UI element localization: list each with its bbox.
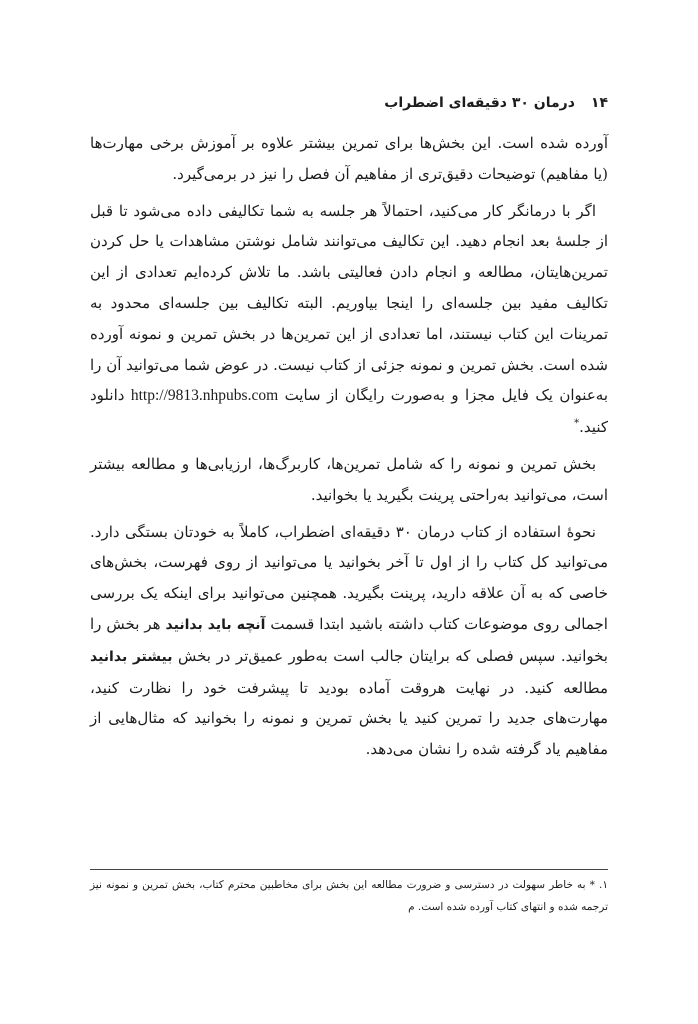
page-number: ۱۴ [590,95,608,111]
paragraph-4-text-1: نحوهٔ استفاده از کتاب درمان ۳۰ دقیقه‌ای اضطراب، کاملاً به خودتان بستگی دارد. می‌توانید کل کتاب را از اول تا آخر بخوانید یا می‌توانید از روی فهرست، بخش‌های خاصی که به آن علاقه دارید، پرینت بگیرید. همچنین می‌توانید برای اینکه یک بررسی اجمالی روی موضوعات کتاب داشته باشید ابتدا قسمت [90,522,609,633]
paragraph-2-ending: دانلود کنید. [90,386,608,437]
paragraph-4-text-2: هر بخش را بخوانید. سپس فصلی که برایتان جالب است به‌طور عمیق‌تر در بخش [90,614,608,665]
footnote-text: ۱. * به خاطر سهولت در دسترسی و ضرورت مطالعه این بخش برای مخاطبین محترم کتاب، بخش تمرین و نمونه نیز ترجمه شده و انتهای کتاب آورده شده است. م [90,879,608,913]
paragraph-4 [90,517,608,765]
paragraph-3: بخش تمرین و نمونه را که شامل تمرین‌ها، کاربرگ‌ها، ارزیابی‌ها و مطالعه بیشتر است، می‌توانید به‌راحتی پرینت بگیرید یا بخوانید. [90,454,608,504]
paragraph-1: آورده شده است. این بخش‌ها برای تمرین بیشتر علاوه بر آموزش برخی مهارت‌ها (یا مفاهیم) توضیحات دقیق‌تری از مفاهیم آن فصل را نیز در برمی‌گیرد. [90,134,608,183]
paragraph-2 [90,196,608,443]
website-url: http://9813.nhpubs.com [130,387,279,405]
footnote-marker: * [574,418,580,430]
paragraph-4-text-3: مطالعه کنید. در نهایت هروقت آماده بودید تا پیشرفت خود را نظارت کنید، مهارت‌های جدید را تمرین کنید یا بخش تمرین و نمونه را بخوانید که مثال‌هایی از مفاهیم یاد گرفته شده را نشان می‌دهد. [90,678,608,759]
page-header [90,88,608,118]
what-you-should-know-term: آنچه باید بدانید [165,616,266,633]
footnote [90,874,608,918]
learn-more-term: بیشتر بدانید [90,648,173,665]
footnote-divider [90,869,608,870]
running-title: درمان ۳۰ دقیقه‌ای اضطراب [384,95,575,111]
paragraph-2-text: اگر با درمانگر کار می‌کنید، احتمالاً هر جلسه به شما تکالیفی داده می‌شود تا قبل از جلسهٔ بعد انجام دهید. این تکالیف می‌توانند شامل نوشتن مشاهدات یا حل کردن تمرین‌هایتان، مطالعه و انجام دادن فعالیتی باشد. ما تلاش کرده‌ایم تعدادی از این تکالیف مفید بین جلسه‌ای را اینجا بیاوریم. البته تکالیف بین جلسه‌ای محدود به تمرینات این کتاب نیستند، اما تعدادی از این تمرین‌ها در بخش تمرین و نمونه آورده شده است. بخش تمرین و نمونه جزئی از کتاب نیست. در عوض شما می‌توانید آن را به‌عنوان یک فایل مجزا و به‌صورت رایگان از سایت [90,201,608,405]
body-text [90,128,608,765]
